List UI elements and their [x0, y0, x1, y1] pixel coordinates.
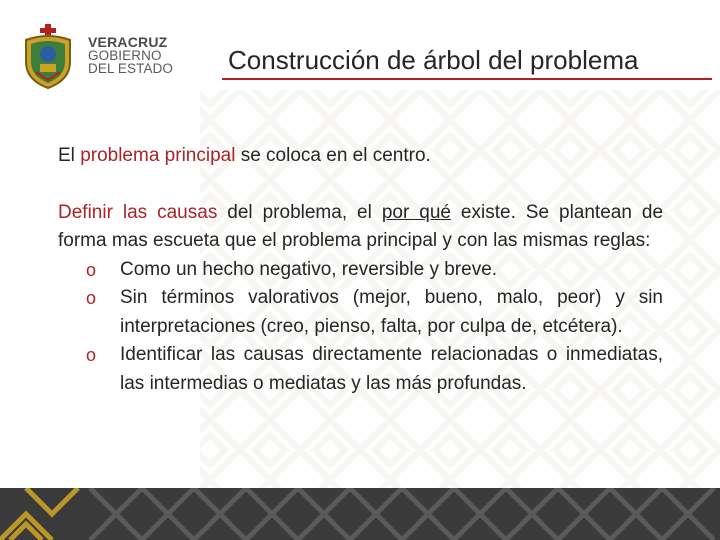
- logo-line-gobierno: GOBIERNO: [88, 48, 162, 63]
- para2-text-b: existe. Se plantean de forma mas escueta que el problema principal y con las mismas reglas:: [58, 201, 664, 251]
- list-item-text: Identificar las causas directamente relacionadas o inmediatas, las intermedias o mediatas y las más profundas.: [120, 344, 663, 394]
- list-item: [58, 284, 663, 341]
- slide-body: [58, 142, 663, 398]
- coat-of-arms-icon: [18, 22, 78, 92]
- para2-underlined: por qué: [381, 201, 451, 223]
- bullet-icon: o: [86, 345, 97, 365]
- para2-text-a: del problema, el: [217, 201, 382, 223]
- footer-decorative-band: [0, 488, 720, 540]
- paragraph-causes: [58, 199, 663, 256]
- para1-post: se coloca en el centro.: [235, 145, 431, 166]
- list-item: [58, 341, 663, 398]
- slide-title: Construcción de árbol del problema: [228, 45, 639, 75]
- list-item-text: Como un hecho negativo, reversible y breve.: [120, 258, 498, 280]
- government-logo: [18, 22, 178, 92]
- list-item: [58, 256, 663, 285]
- bullet-icon: o: [86, 288, 97, 308]
- para1-pre: El: [58, 145, 81, 166]
- paragraph-main-problem: [58, 142, 663, 171]
- list-item-text: Sin términos valorativos (mejor, bueno, malo, peor) y sin interpretaciones (creo, pienso, falta, por culpa de, etcétera).: [120, 287, 663, 337]
- logo-line-del-estado: DEL ESTADO: [88, 61, 174, 76]
- rules-list: [58, 256, 663, 399]
- para1-accent: problema principal: [80, 145, 236, 166]
- para2-accent: Definir las causas: [58, 201, 218, 223]
- bullet-icon: o: [86, 259, 97, 280]
- logo-line-veracruz: VERACRUZ: [88, 34, 168, 50]
- title-underline-rule: [222, 78, 712, 80]
